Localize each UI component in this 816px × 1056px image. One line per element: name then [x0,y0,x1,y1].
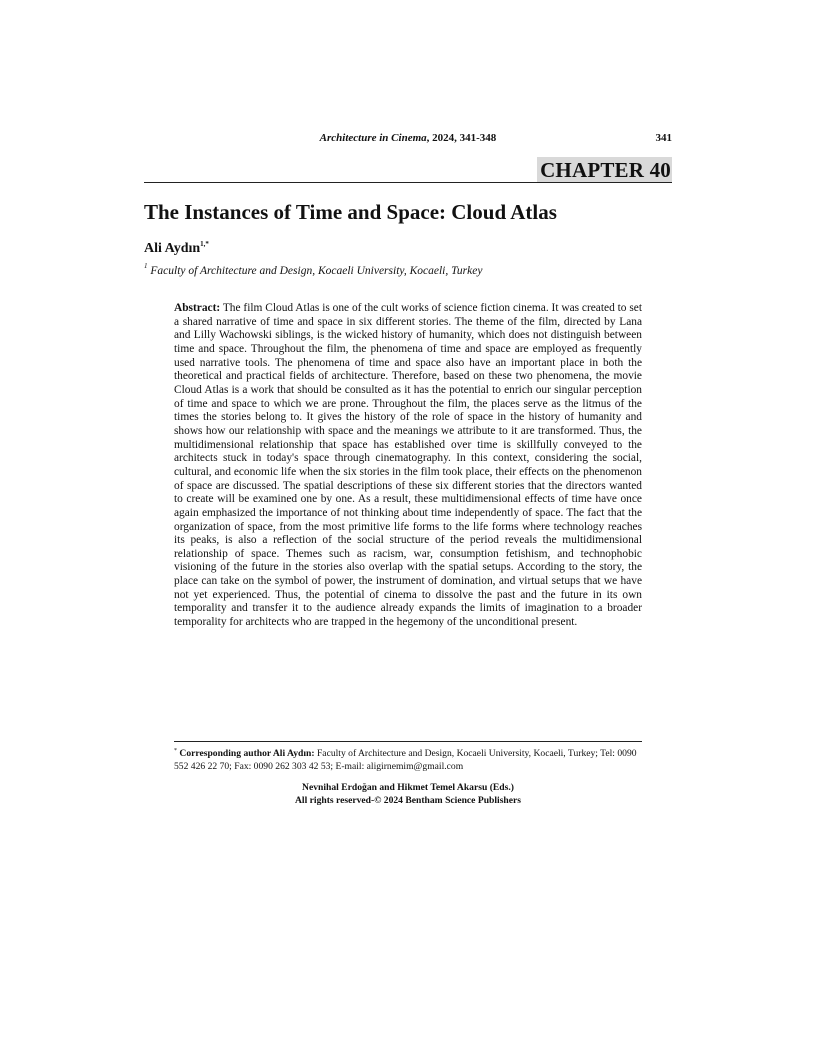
chapter-divider [144,182,672,183]
copyright-line: All rights reserved-© 2024 Bentham Science Publishers [294,794,522,806]
affiliation-text: Faculty of Architecture and Design, Kocaeli University, Kocaeli, Turkey [150,265,483,277]
abstract [174,302,642,630]
publication-info [174,782,642,807]
page-number: 341 [655,132,672,144]
author-affiliation-marks: 1,* [200,240,209,248]
chapter-label: CHAPTER 40 [537,157,672,182]
author-name: Ali Aydın [144,241,201,256]
article-title: The Instances of Time and Space: Cloud Atlas [144,200,557,224]
journal-citation [144,132,672,144]
footnote-divider [174,741,642,742]
journal-title: Architecture in Cinema [319,132,427,144]
running-header [144,132,672,148]
footnote-label: Corresponding author Ali Aydın: [179,748,315,759]
affiliation-mark: 1 [144,262,148,270]
author-affiliation [144,259,482,278]
footnote-text: Faculty of Architecture and Design, Kocaeli University, Kocaeli, Turkey; Tel: 0090 552 426 22 70; Fax: 0090 262 303 42 53; E-mail: aligirnemim@gmail.com [174,748,637,772]
abstract-label: Abstract: [174,302,221,314]
author-line [144,235,209,258]
corresponding-author-footnote [174,745,648,773]
journal-citation-details: , 2024, 341-348 [426,132,497,144]
editors-line: Nevnihal Erdoğan and Hikmet Temel Akarsu (Eds.) [302,782,514,793]
abstract-text: The film Cloud Atlas is one of the cult works of science fiction cinema. It was created to set a shared narrative of time and space in six different stories. The theme of the film, directed by Lana and Lilly Wachowski siblings, is the wicked history of humanity, which does not distinguish between time and space. Throughout the film, the phenomena of time and space are employed as frequently used narrative tools. The phenomena of time and space also have an important place in both the theoretical and practical fields of architecture. Therefore, based on these two phenomena, the movie Cloud Atlas is a work that should be consulted as it has the potential to enrich our singular perception of time and space to which we are prone. Throughout the film, the places serve as the litmus of the times the stories belong to. It gives the history of the role of space in the history of humanity and shows how our relationship with space and the meanings we attribute to it are transformed. Thus, the multidimensional relationship that space has established over time is skillfully conveyed to the architects stuck in today's space through cinematography. In this context, considering the social, cultural, and economic life when the six stories in the film took place, their effects on the phenomenon of space are discussed. The spatial descriptions of these six different stories that the directors wanted to create will be examined one by one. As a result, these multidimensional effects of time have once again emphasized the importance of not thinking about time independently of space. The fact that the organization of space, from the most primitive life forms to the life forms where technology reaches its peaks, is also a reflection of the social structure of the period reveals the multidimensional relationship of space. Themes such as racism, war, consumption fetishism, and technophobic visioning of the future in the stories also overlap with the spatial setups. According to the story, the place can take on the symbol of power, the instrument of domination, and virtual setups that we have not yet experienced. Thus, the potential of cinema to dissolve the past and the future in its own temporality and transfer it to the audience already expands the limits of imagination to a broader temporality for architects who are trapped in the hegemony of the unconditional present. [174,302,642,629]
footnote-mark: * [174,748,177,754]
